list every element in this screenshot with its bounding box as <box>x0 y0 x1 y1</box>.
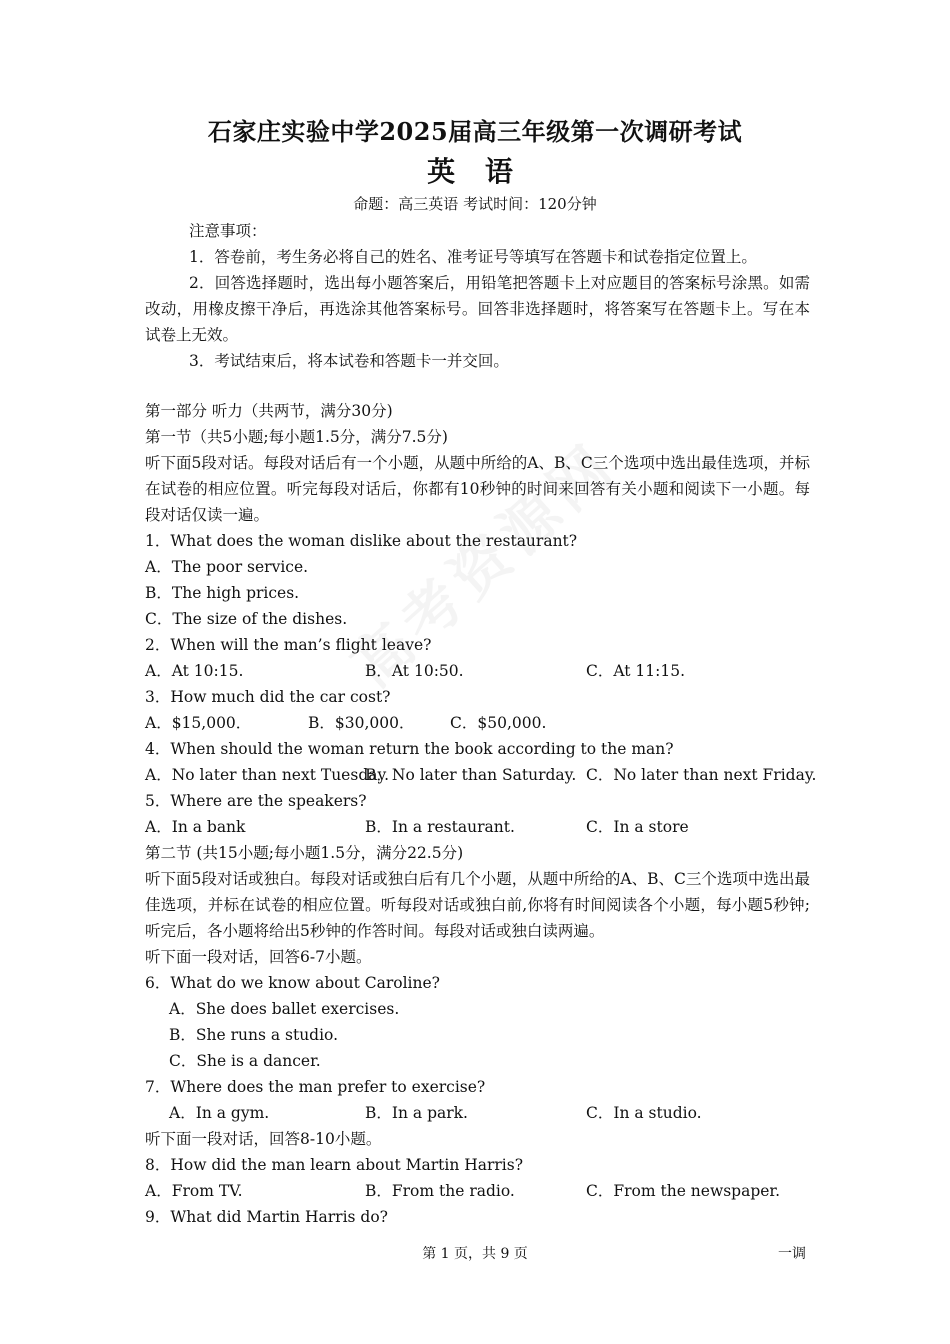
q6-option-b: B．She runs a studio. <box>169 1026 339 1044</box>
q8-option-a: A．From TV. <box>145 1182 243 1200</box>
q1-option-c: C．The size of the dishes. <box>145 610 348 628</box>
q8-options <box>145 1178 810 1204</box>
note-1: 1．答卷前，考生务必将自己的姓名、准考证号等填写在答题卡和试卷指定位置上。 <box>189 248 757 266</box>
page-number: 第 1 页，共 9 页 <box>422 1246 528 1262</box>
question-4: 4．When should the woman return the book according to the man? <box>145 740 674 758</box>
q7-option-a: A．In a gym. <box>169 1104 270 1122</box>
note-3: 3．考试结束后，将本试卷和答题卡一并交回。 <box>189 352 509 370</box>
q5-options <box>145 814 810 840</box>
note-2: 2．回答选择题时，选出每小题答案后，用铅笔把答题卡上对应题目的答案标号涂黑。如需改动，用橡皮擦干净后，再选涂其他答案标号。回答非选择题时，将答案写在答题卡上。写在本试卷上无效。 <box>145 274 810 344</box>
q3-options <box>145 710 810 736</box>
q1-option-b: B．The high prices. <box>145 584 300 602</box>
q6-option-c: C．She is a dancer. <box>169 1052 321 1070</box>
q5-option-c: C．In a store <box>586 818 689 836</box>
q3-option-a: A．$15,000． <box>145 714 252 732</box>
q8-option-c: C．From the newspaper. <box>586 1182 781 1200</box>
cue-8-10: 听下面一段对话，回答8-10小题。 <box>145 1130 382 1148</box>
q4-option-a: A．No later than next Tuesday. <box>145 766 390 784</box>
section1-heading: 第一节（共5小题;每小题1.5分，满分7.5分) <box>145 428 448 446</box>
exam-body <box>145 218 817 1230</box>
q2-option-c: C．At 11:15. <box>586 662 686 680</box>
q1-option-a: A．The poor service. <box>145 558 309 576</box>
q4-options <box>145 762 817 788</box>
section2-heading: 第二节 (共15小题;每小题1.5分，满分22.5分) <box>145 844 464 862</box>
q3-option-c: C．$50,000. <box>450 714 547 732</box>
q7-option-b: B．In a park. <box>365 1104 468 1122</box>
q5-option-a: A．In a bank <box>145 818 246 836</box>
page-footer <box>0 1243 950 1263</box>
notes-heading: 注意事项： <box>189 222 267 240</box>
question-1: 1．What does the woman dislike about the restaurant? <box>145 532 578 550</box>
question-9: 9．What did Martin Harris do? <box>145 1208 388 1226</box>
q6-option-a: A．She does ballet exercises. <box>169 1000 400 1018</box>
q3-option-b: B．$30,000． <box>308 714 415 732</box>
question-5: 5．Where are the speakers? <box>145 792 367 810</box>
section1-instructions: 听下面5段对话。每段对话后有一个小题，从题中所给的A、B、C三个选项中选出最佳选项，并标在试卷的相应位置。听完每段对话后，你都有10秒钟的时间来回答有关小题和阅读下一小题。每段对话仅读一遍。 <box>145 454 810 524</box>
section2-instructions: 听下面5段对话或独白。每段对话或独白后有几个小题，从题中所给的A、B、C三个选项中选出最佳选项，并标在试卷的相应位置。听每段对话或独白前,你将有时间阅读各个小题，每小题5秒钟;听完后，各小题将给出5秒钟的作答时间。每段对话或独白读两遍。 <box>145 870 810 940</box>
question-6: 6．What do we know about Caroline? <box>145 974 440 992</box>
q8-option-b: B．From the radio. <box>365 1182 515 1200</box>
exam-meta: 命题：高三英语 考试时间：120分钟 <box>353 195 597 213</box>
q7-options <box>145 1100 810 1126</box>
question-7: 7．Where does the man prefer to exercise? <box>145 1078 486 1096</box>
question-2: 2．When will the man’s flight leave? <box>145 636 432 654</box>
q2-option-b: B．At 10:50. <box>365 662 464 680</box>
question-8: 8．How did the man learn about Martin Harris? <box>145 1156 524 1174</box>
q4-option-b: B．No later than Saturday. <box>365 766 577 784</box>
exam-title: 石家庄实验中学2025届高三年级第一次调研考试 <box>207 117 743 146</box>
subject-title: 英 语 <box>427 155 523 188</box>
q2-option-a: A．At 10:15. <box>145 662 244 680</box>
question-3: 3．How much did the car cost? <box>145 688 391 706</box>
q7-option-c: C．In a studio. <box>586 1104 702 1122</box>
exam-tag: 一调 <box>778 1246 806 1262</box>
q2-options <box>145 658 810 684</box>
q4-option-c: C．No later than next Friday. <box>586 766 817 784</box>
part1-heading: 第一部分 听力（共两节，满分30分) <box>145 402 393 420</box>
cue-6-7: 听下面一段对话，回答6-7小题。 <box>145 948 372 966</box>
q5-option-b: B．In a restaurant. <box>365 818 515 836</box>
